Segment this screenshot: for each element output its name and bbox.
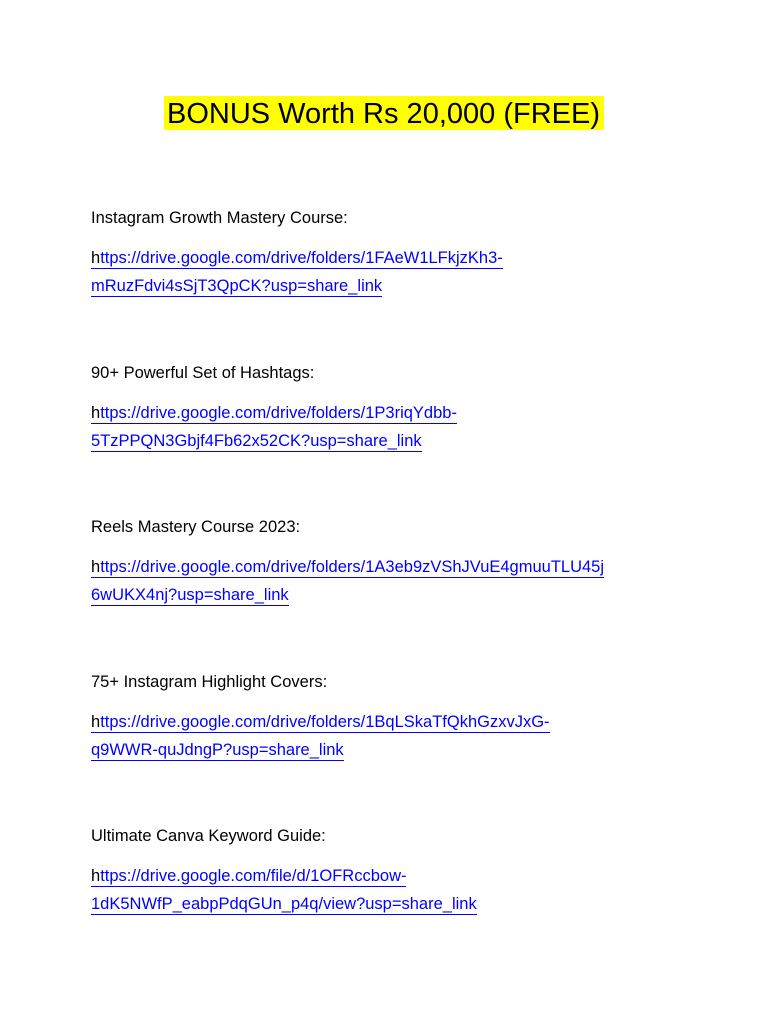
link-line-2[interactable]	[91, 272, 691, 300]
link-line-1[interactable]	[91, 708, 691, 736]
link-lead[interactable]: h	[91, 867, 101, 885]
section-label: 75+ Instagram Highlight Covers:	[91, 673, 328, 691]
drive-link[interactable]	[91, 399, 691, 455]
link-text[interactable]: 1dK5NWfP_eabpPdqGUn_p4q/view?usp=share_link	[91, 895, 477, 913]
section-instagram-growth	[91, 208, 691, 300]
link-text[interactable]: ttps://drive.google.com/drive/folders/1BqLSkaTfQkhGzxvJxG-	[100, 713, 550, 731]
link-lead[interactable]: h	[91, 713, 101, 731]
link-text[interactable]: 6wUKX4nj?usp=share_link	[91, 586, 289, 604]
drive-link[interactable]	[91, 244, 691, 300]
link-text[interactable]: q9WWR-quJdngP?usp=share_link	[91, 741, 344, 759]
section-label: Reels Mastery Course 2023:	[91, 518, 301, 536]
section-label: Instagram Growth Mastery Course:	[91, 209, 348, 227]
link-line-2[interactable]	[91, 890, 691, 918]
link-lead[interactable]: h	[91, 558, 101, 576]
link-line-1[interactable]	[91, 553, 691, 581]
link-line-1[interactable]	[91, 399, 691, 427]
link-text[interactable]: ttps://drive.google.com/drive/folders/1P3riqYdbb-	[100, 404, 457, 422]
section-label: 90+ Powerful Set of Hashtags:	[91, 364, 315, 382]
link-line-1[interactable]	[91, 862, 691, 890]
drive-link[interactable]	[91, 553, 691, 609]
link-lead[interactable]: h	[91, 404, 101, 422]
link-text[interactable]: ttps://drive.google.com/drive/folders/1A3eb9zVShJVuE4gmuuTLU45j	[100, 558, 605, 576]
link-line-2[interactable]	[91, 581, 691, 609]
link-text[interactable]: 5TzPPQN3Gbjf4Fb62x52CK?usp=share_link	[91, 432, 422, 450]
page-title: BONUS Worth Rs 20,000 (FREE)	[164, 96, 604, 130]
drive-link[interactable]	[91, 708, 691, 764]
drive-link[interactable]	[91, 862, 691, 918]
page-title-wrapper	[0, 92, 768, 136]
link-lead[interactable]: h	[91, 249, 101, 267]
link-line-2[interactable]	[91, 736, 691, 764]
link-text[interactable]: ttps://drive.google.com/drive/folders/1FAeW1LFkjzKh3-	[100, 249, 503, 267]
section-highlight-covers	[91, 672, 691, 764]
section-label: Ultimate Canva Keyword Guide:	[91, 827, 326, 845]
link-text[interactable]: ttps://drive.google.com/file/d/1OFRccbow-	[100, 867, 407, 885]
section-reels-mastery	[91, 517, 691, 609]
link-line-1[interactable]	[91, 244, 691, 272]
link-line-2[interactable]	[91, 427, 691, 455]
section-canva-guide	[91, 826, 691, 918]
link-text[interactable]: mRuzFdvi4sSjT3QpCK?usp=share_link	[91, 277, 383, 295]
section-hashtags	[91, 363, 691, 455]
